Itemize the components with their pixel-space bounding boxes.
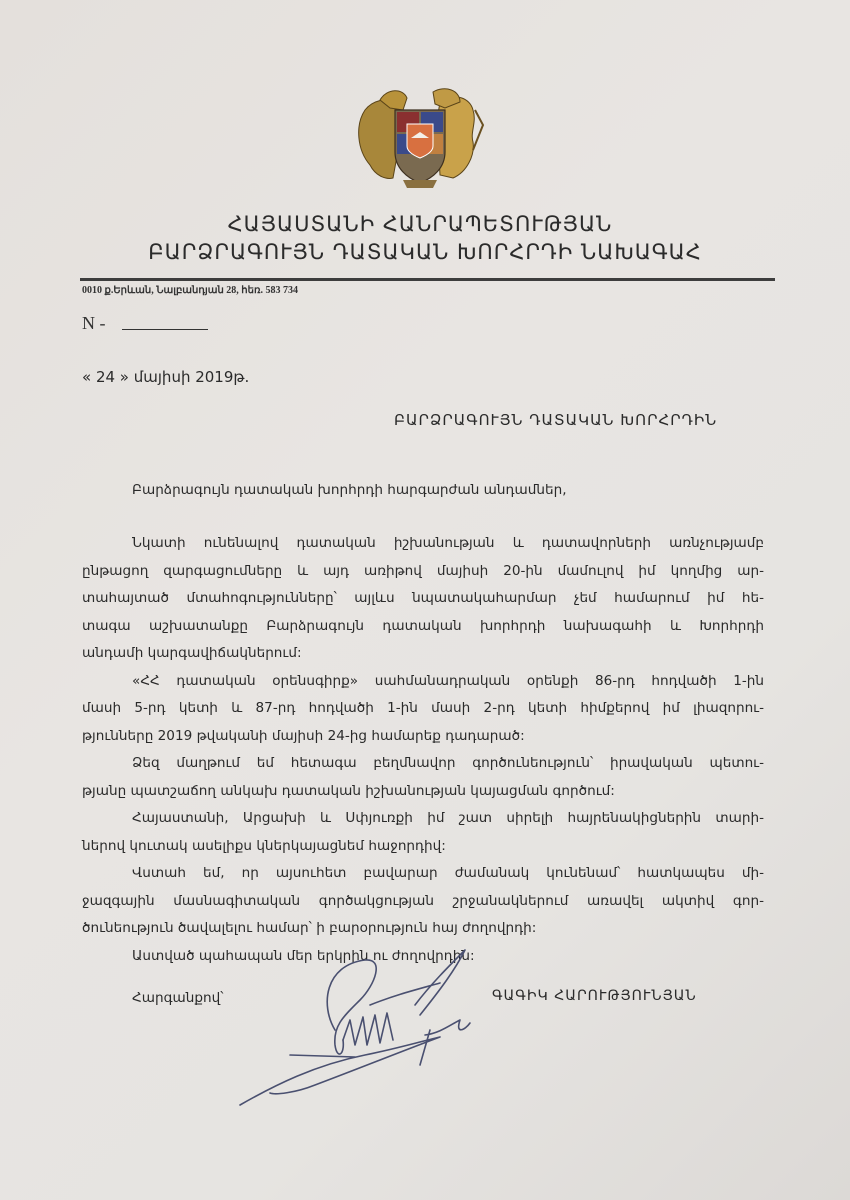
body-line: Աստված պահապան մեր երկրին ու ժողովրդին: xyxy=(132,947,475,964)
letter-date: « 24 » մայիսի 2019թ. xyxy=(82,368,250,386)
body-line: թյունները 2019 թվականի մայիսի 24-ից համարեք դադարած: xyxy=(82,727,525,744)
body-line: «ՀՀ դատական օրենսգիրք» սահմանադրական օրենքի 86-րդ հոդվածի 1-ին xyxy=(132,672,764,689)
closing-label: Հարգանքով՝ xyxy=(132,990,224,1006)
letter-body xyxy=(82,530,764,970)
body-line: տահայտած մտահոգությունները՝ այլևս նպատակահարմար չեմ համարում իմ հե- xyxy=(82,590,764,606)
body-line: անդամի կարգավիճակներում: xyxy=(82,645,302,661)
letterhead-divider xyxy=(80,278,775,281)
body-line: Ձեզ մաղթում եմ հետագա բեղմնավոր գործունեություն՝ իրավական պետու- xyxy=(132,755,764,771)
body-line: Հայաստանի, Արցախի և Սփյուռքի իմ շատ սիրելի հայրենակիցներին տարի- xyxy=(132,810,764,826)
body-line: Վստահ եմ, որ այսուհետ բավարար ժամանակ կունենամ՝ հատկապես մի- xyxy=(132,865,764,881)
reference-number-blank xyxy=(122,329,208,330)
letterhead-address: 0010 ք.Երևան, Նալբանդյան 28, հեռ. 583 734 xyxy=(82,285,298,296)
greeting: Բարձրագույն դատական խորհրդի հարգարժան անդամներ, xyxy=(132,482,567,498)
signature-icon xyxy=(215,945,545,1115)
body-line: թյանը պատշաճող անկախ դատական իշխանության կայացման գործում: xyxy=(82,782,615,799)
body-line: ներով կուտակ ասելիքս կներկայացնեմ հաջորդիվ: xyxy=(82,837,446,854)
body-line: Նկատի ունենալով դատական իշխանության և դատավորների առնչությամբ xyxy=(132,535,764,551)
body-line: տագա աշխատանքը Բարձրագույն դատական խորհրդի նախագահի և Խորհրդի xyxy=(82,617,764,634)
body-line: ծունեություն ծավալելու համար՝ ի բարօրություն հայ ժողովրդի: xyxy=(82,920,537,936)
reference-number-label: N - xyxy=(82,313,106,333)
signer-name: ԳԱԳԻԿ ՀԱՐՈՒԹՅՈՒՆՅԱՆ xyxy=(492,988,697,1004)
addressee: ԲԱՐՁՐԱԳՈՒՅՆ ԴԱՏԱԿԱՆ ԽՈՐՀՐԴԻՆ xyxy=(394,411,718,429)
letterhead-title-line1: ՀԱՅԱՍՏԱՆԻ ՀԱՆՐԱՊԵՏՈՒԹՅԱՆ xyxy=(227,212,613,236)
body-line: մասի 5-րդ կետի և 87-րդ հոդվածի 1-ին մասի 2-րդ կետի հիմքերով իմ լիազորու- xyxy=(82,700,764,716)
letterhead-title-line2: ԲԱՐՁՐԱԳՈՒՅՆ ԴԱՏԱԿԱՆ ԽՈՐՀՐԴԻ ՆԱԽԱԳԱՀ xyxy=(148,240,702,264)
coat-of-arms-icon xyxy=(345,80,495,195)
body-line: ջազգային մասնագիտական գործակցության շրջանակներում առավել ակտիվ գոր- xyxy=(82,892,764,909)
body-line: ընթացող զարգացումները և այդ առիթով մայիսի 20-ին մամուլով իմ կողմից ար- xyxy=(82,562,764,579)
